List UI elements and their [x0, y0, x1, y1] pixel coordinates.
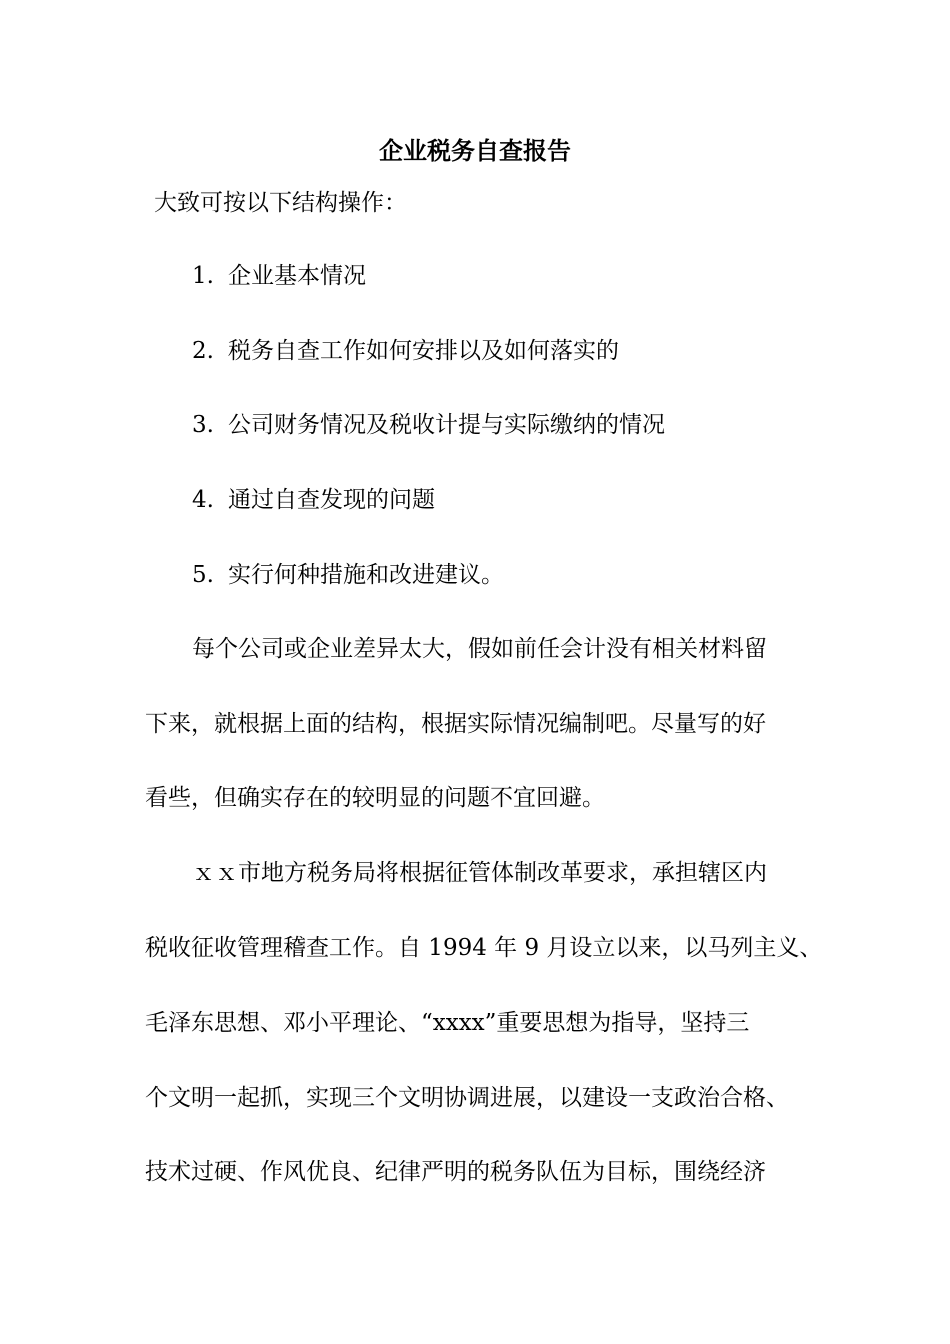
paragraph-line: 税收征收管理稽查工作。自 1994 年 9 月设立以来，以马列主义、 — [145, 935, 823, 961]
list-item-number: 3. — [192, 412, 214, 438]
list-item — [192, 335, 619, 367]
paragraph-line: 下来，就根据上面的结构，根据实际情况编制吧。尽量写的好 — [145, 711, 766, 737]
list-item-text: 税务自查工作如何安排以及如何落实的 — [228, 338, 619, 364]
list-item-number: 1. — [192, 263, 214, 289]
paragraph-line: 技术过硬、作风优良、纪律严明的税务队伍为目标，围绕经济 — [145, 1159, 766, 1185]
document-title: 企业税务自查报告 — [379, 136, 571, 165]
list-item-number: 2. — [192, 338, 214, 364]
list-item-text: 通过自查发现的问题 — [228, 487, 435, 513]
list-item-text: 实行何种措施和改进建议。 — [228, 562, 504, 588]
paragraph-line: 看些，但确实存在的较明显的问题不宜回避。 — [145, 785, 605, 811]
list-item-number: 5. — [192, 562, 214, 588]
paragraph-line: 每个公司或企业差异太大，假如前任会计没有相关材料留 — [192, 636, 767, 662]
list-item — [192, 409, 665, 441]
list-item-number: 4. — [192, 487, 214, 513]
list-item — [192, 260, 366, 292]
paragraph-line: 毛泽东思想、邓小平理论、“xxxx”重要思想为指导，坚持三 — [145, 1010, 750, 1036]
list-item-text: 企业基本情况 — [228, 263, 366, 289]
paragraph-line: ｘｘ市地方税务局将根据征管体制改革要求，承担辖区内 — [192, 860, 767, 886]
list-item — [192, 484, 435, 516]
paragraph-line: 个文明一起抓，实现三个文明协调进展，以建设一支政治合格、 — [145, 1085, 789, 1111]
list-item-text: 公司财务情况及税收计提与实际缴纳的情况 — [228, 412, 665, 438]
list-item — [192, 559, 504, 591]
intro-text: 大致可按以下结构操作： — [154, 190, 407, 216]
